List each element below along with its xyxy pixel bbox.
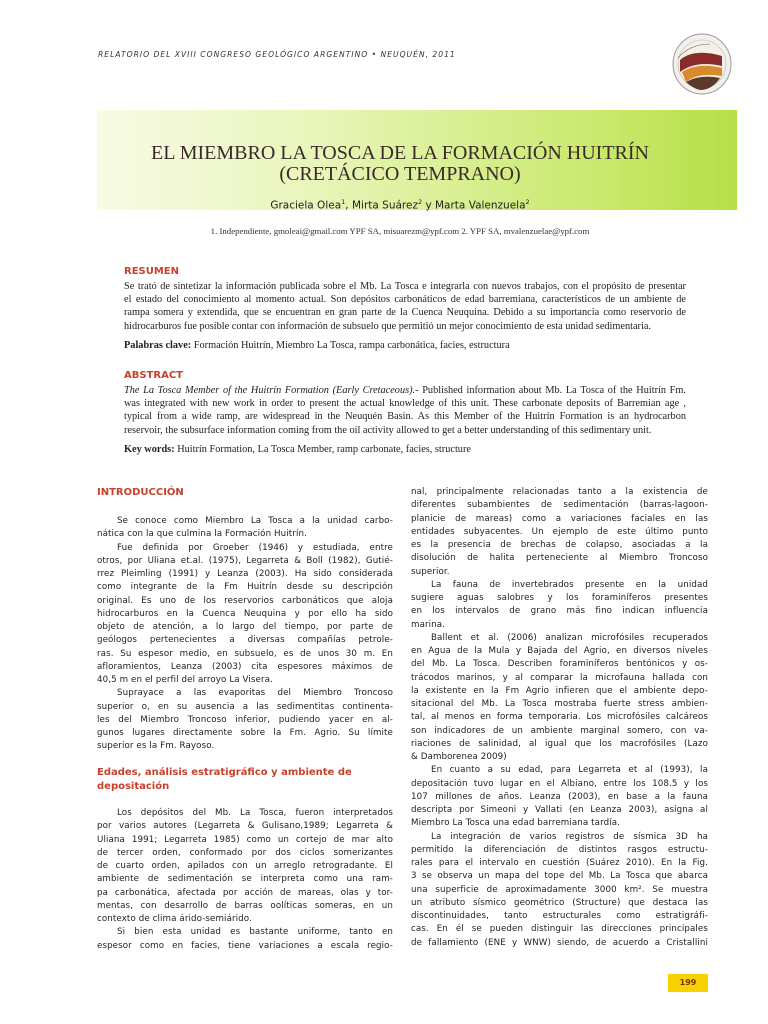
text-line: trácodos marinos, y al comparar la microfauna hallada con: [411, 672, 708, 683]
key-words-label: Key words:: [124, 444, 175, 455]
intro-heading: INTRODUCCIÓN: [97, 487, 184, 498]
title-line-2: (CRETÁCICO TEMPRANO): [279, 163, 521, 185]
text-line: En cuanto a su edad, para Legarreta et al (1993), la: [431, 765, 708, 776]
text-line: entidades subyacentes. Un ejemplo de este último punto: [411, 526, 708, 537]
abstract-line: reservoir, the subsurface information coming from the oil activity allowed to get a better understanding of this sedimentary unit.: [124, 424, 652, 436]
text-line: Miembro La Tosca una edad barremiana tardía.: [411, 818, 621, 829]
text-line: de fallamiento (ENE y WNW) siendo, de acuerdo a Cristallini: [411, 937, 708, 948]
text-line: en Agua de la Mula y Bajada del Agrio, en diversos niveles: [411, 646, 708, 656]
text-line: afloramientos, Leanza (2003) cita espesores máximos de: [97, 661, 393, 672]
text-line: sitacional del Mb. La Tosca mostraba fuerte stress ambien-: [411, 699, 708, 709]
text-line: un atributo sísmico geométrico (Structure) que destaca las: [411, 897, 708, 908]
abstract-first-rest: - Published information about Mb. La Tosca of the Huitrín Fm.: [415, 385, 686, 396]
text-line: Se conoce como Miembro La Tosca a la unidad carbo-: [117, 516, 393, 526]
abstract-line: [124, 384, 686, 397]
text-line: La integración de varios registros de sísmica 3D ha: [431, 831, 708, 842]
text-line: son indicadores de un ambiente marginal somero, con va-: [411, 725, 708, 736]
palabras-clave-label: Palabras clave:: [124, 340, 192, 351]
text-line: hidrocarburos en la Cuenca Neuquina y por ello ha sido: [97, 608, 393, 619]
text-line: superior es la Fm. Rayoso.: [97, 741, 215, 752]
resumen-line: rampa somera y extendida, que se encuentran en gran parte de la Cuenca Neuquina. Debido a su importancia como reservorio de: [124, 307, 686, 319]
text-line: riaciones de salinidad, al igual que los macrofósiles (Lazo: [411, 738, 708, 749]
abstract-line: was integrated with new work in order to present the actual knowledge of this unit. These carbonate deposits of Barremian age ,: [124, 398, 686, 410]
text-line: una superficie de aproximadamente 3000 km². Se muestra: [411, 884, 708, 895]
right-column-text: [411, 486, 708, 950]
text-line: marina.: [411, 619, 446, 630]
text-line: rales para el intervalo en cuestión (Suárez 2010). En la Fig.: [411, 858, 708, 868]
author-sep-1: ,: [345, 199, 352, 212]
section-2-text: [97, 807, 393, 953]
text-line: superior o, en su ausencia a las sedimentitas continenta-: [97, 701, 393, 712]
abstract-line: typical from a wide ramp, are widespread in the Neuquén Basin. As this Member of the Huitrín Formation is an hydrocarbon: [124, 411, 686, 423]
abstract-heading: ABSTRACT: [124, 370, 183, 381]
text-line: permitido la diferenciación de distintos rasgos estructu-: [411, 844, 708, 855]
author-3: Marta Valenzuela: [435, 199, 526, 212]
text-line: objeto de atención, a lo largo del tiempo, por parte de: [97, 622, 393, 632]
author-2-sup: 2: [417, 198, 423, 206]
text-line: disolución de halita perteneciente al Miembro Troncoso: [411, 553, 708, 564]
text-line: cas. En él se pueden distinguir las direcciones principales: [411, 924, 708, 935]
congress-logo: [664, 30, 732, 100]
text-line: 40,5 m en el perfil del arroyo La Visera.: [97, 675, 273, 685]
affiliations: 1. Independiente, gmoleai@gmail.com YPF SA, misuarezm@ypf.com 2. YPF SA, mvalenzuelae@ypf.com: [210, 226, 590, 236]
text-line: sugiere aguas salobres y los foraminíferos presentes: [411, 593, 708, 603]
text-line: Uliana 1991; Legarreta 1985) como un cortejo de mar alto: [97, 834, 393, 845]
text-line: superior.: [411, 566, 450, 577]
text-line: depositación tuvo lugar en el Albiano, entre los 108.5 y los: [411, 778, 708, 789]
text-line: contexto de clima árido-semiárido.: [97, 914, 252, 924]
text-line: ambiente de sedimentación se interpreta como una ram-: [97, 874, 393, 885]
author-3-sup: 2: [525, 198, 530, 206]
text-line: descripta por Simeoni y Vallati (en Leanza 2003), asigna al: [411, 805, 708, 815]
text-line: geólogos pertenecientes a diversas compañías petrole-: [97, 635, 393, 646]
text-line: Fue definida por Groeber (1946) y estudiada, entre: [117, 542, 393, 553]
text-line: ras. Su espesor medio, en subsuelo, es de unos 30 m. En: [97, 648, 393, 659]
text-line: como integrante de la Fm Huitrín desde su descripción: [97, 582, 393, 593]
text-line: del Mb. La Tosca. Describen foraminíferos bentónicos y os-: [411, 659, 708, 670]
author-1: Graciela Olea: [270, 199, 342, 212]
page-number: 199: [668, 974, 708, 992]
palabras-clave-text: Formación Huitrín, Miembro La Tosca, rampa carbonática, facies, estructura: [191, 340, 510, 351]
paper-title: [97, 143, 703, 185]
authors: [97, 198, 703, 212]
text-line: & Damborenea 2009): [411, 752, 507, 762]
resumen-line: el estado del conocimiento al momento actual. Son depósitos carbonáticos de edad barremiana, característicos de un ambiente de: [124, 294, 686, 306]
text-line: otros, por Uliana et.al. (1975), Legarreta & Boll (1982), Gutié-: [97, 555, 393, 566]
title-line-1: EL MIEMBRO LA TOSCA DE LA FORMACIÓN HUITRÍN: [151, 142, 649, 164]
text-line: en los intervalos de grano más fino indican influencia: [411, 606, 708, 617]
text-line: 3 se observa un mapa del tope del Mb. La Tosca que abarca: [411, 871, 708, 882]
section-2-heading-line-2: depositación: [97, 781, 170, 792]
key-words: [124, 444, 471, 455]
text-line: planicie de mareas) como a variaciones faciales en las: [411, 513, 708, 524]
resumen-text: [124, 280, 686, 333]
text-line: Suprayace a las evaporitas del Miembro Troncoso: [117, 688, 393, 699]
palabras-clave: [124, 340, 510, 351]
key-words-text: Huitrín Formation, La Tosca Member, ramp carbonate, facies, structure: [174, 444, 471, 455]
intro-text: [97, 515, 393, 754]
text-line: Si bien esta unidad es bastante uniforme, tanto en: [117, 927, 393, 938]
abstract-title-italic: The La Tosca Member of the Huitrín Formation (Early Cretaceous).: [124, 385, 416, 396]
text-line: nática con la que culmina la Formación Huitrín.: [97, 529, 307, 540]
text-line: por varios autores (Legarreta & Gulisano,1989; Legarreta &: [97, 821, 393, 832]
text-line: gunos lugares directamente sobre la Fm. Agrio. Su límite: [97, 728, 393, 738]
text-line: pa carbonática, afectada por acción de mareas, olas y tor-: [97, 887, 393, 898]
text-line: es la presencia de brechas de colapso, asociadas a la: [411, 540, 708, 550]
text-line: la existente en la Fm Agrio infieren que el ambiente depo-: [411, 685, 708, 696]
resumen-heading: RESUMEN: [124, 266, 180, 277]
author-2: Mirta Suárez: [351, 199, 418, 212]
text-line: espesor como en facies, tiene variaciones a escala regio-: [97, 940, 393, 951]
text-line: original. Es uno de los reservorios carbonáticos que aloja: [97, 595, 393, 606]
text-line: 107 millones de años. Leanza (2003), en base a la fauna: [411, 791, 708, 802]
resumen-line: Se trató de sintetizar la información publicada sobre el Mb. La Tosca e integrarla con nuevos trabajos, con el propósito de presentar: [124, 281, 686, 292]
text-line: Los depósitos del Mb. La Tosca, fueron interpretados: [117, 808, 393, 818]
text-line: de tercer orden, conformado por dos ciclos somerizantes: [97, 847, 393, 858]
text-line: discontinuidades, tanto estructurales como estratigráfi-: [411, 911, 708, 921]
text-line: tal, al menos en forma temporaria. Los microfósiles calcáreos: [411, 712, 708, 723]
author-sep-2: y: [422, 199, 435, 212]
text-line: de cuarto orden, apilados con un arreglo retrogradante. El: [97, 861, 393, 871]
text-line: rrez Pleimling (1991) y Leanza (2003). Ha sido considerada: [97, 569, 393, 579]
text-line: les del Miembro Troncoso inferior, pudiendo yacer en al-: [97, 714, 393, 725]
text-line: nal, principalmente relacionadas tanto a la existencia de: [411, 487, 708, 497]
author-1-sup: 1: [341, 198, 346, 206]
running-header: RELATORIO DEL XVIII CONGRESO GEOLÓGICO ARGENTINO • NEUQUÉN, 2011: [98, 50, 456, 59]
text-line: diferentes subambientes de sedimentación (barras-lagoon-: [411, 500, 708, 511]
resumen-line: hidrocarburos fue posible contar con información de subsuelo que permitió un mejor conocimiento de esta unidad sedimentaria.: [124, 320, 651, 332]
section-2-heading: [97, 766, 352, 794]
section-2-heading-line-1: Edades, análisis estratigráfico y ambiente de: [97, 767, 352, 778]
text-line: La fauna de invertebrados presente en la unidad: [431, 579, 708, 590]
abstract-text: [124, 384, 686, 437]
text-line: Ballent et al. (2006) analizan microfósiles recuperados: [431, 632, 708, 643]
text-line: mentas, con desarrollo de barras oolíticas someras, en un: [97, 900, 393, 911]
